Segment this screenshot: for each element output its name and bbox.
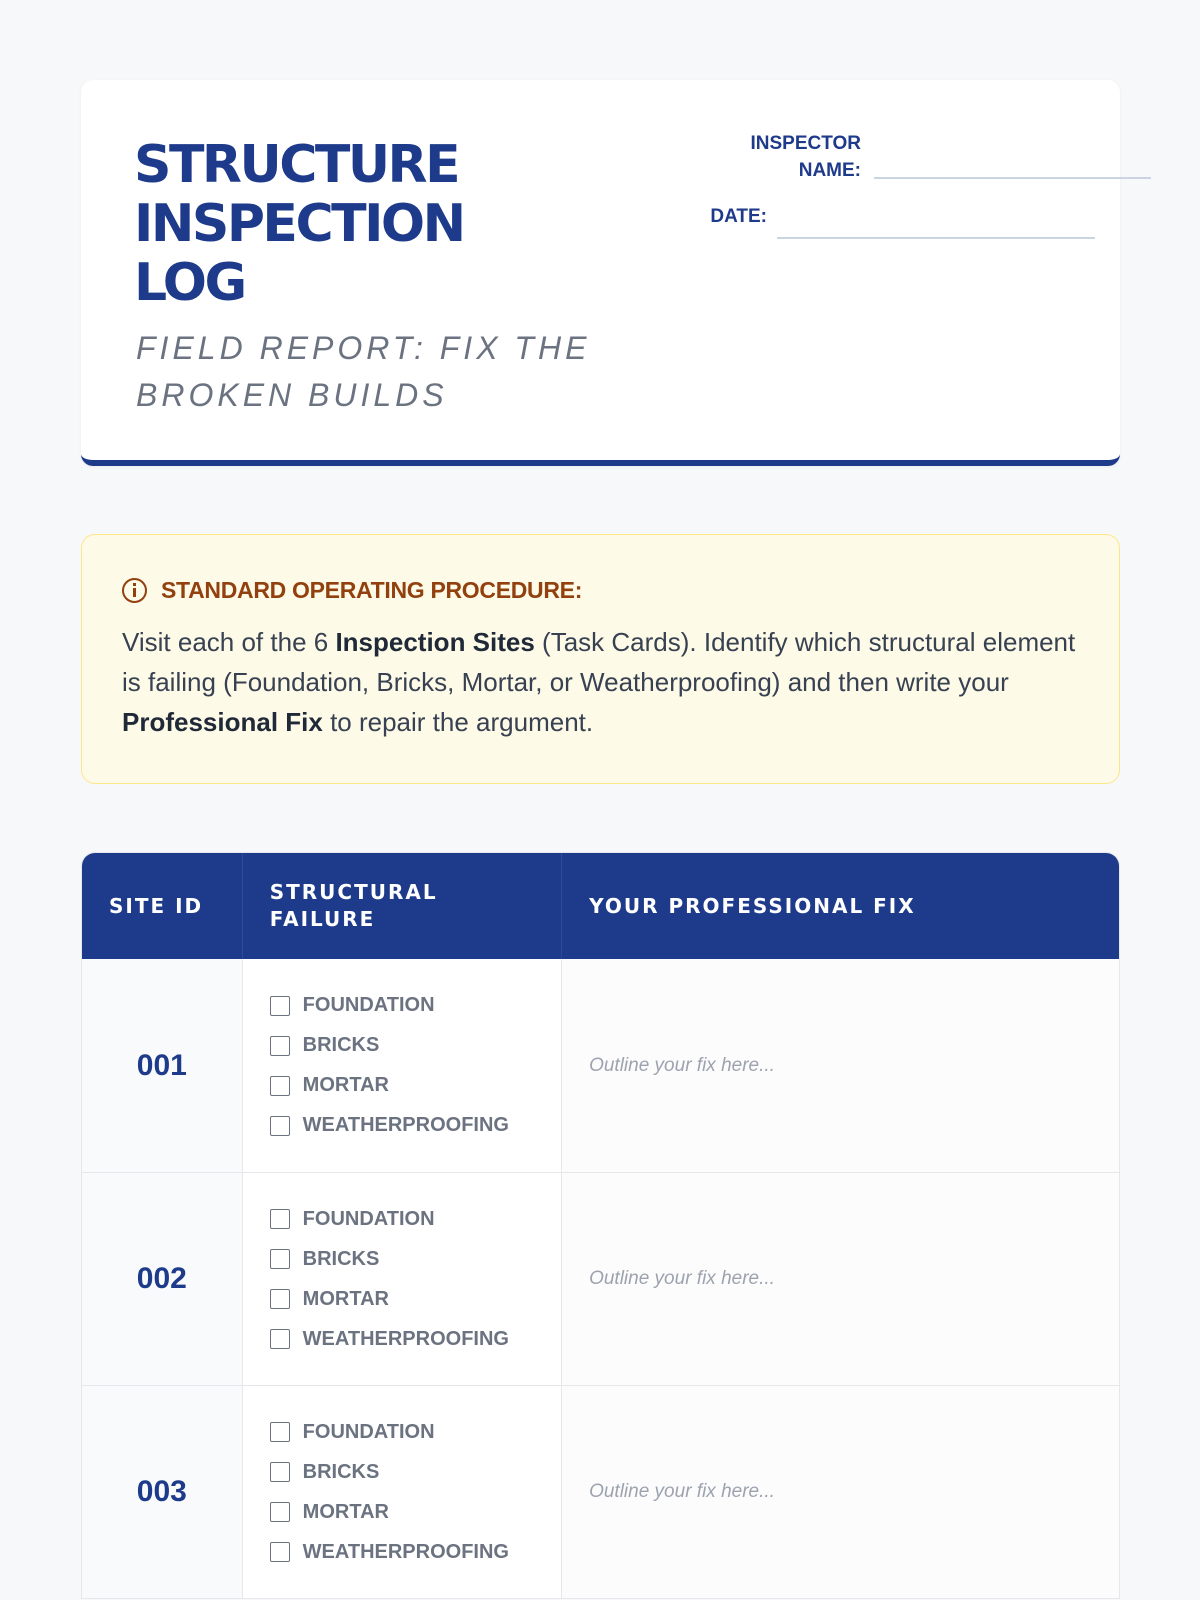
failure-option-label: BRICKS bbox=[302, 1247, 380, 1270]
failure-option-label: BRICKS bbox=[302, 1034, 380, 1056]
fix-placeholder: Outline your fix here... bbox=[589, 1481, 775, 1502]
failure-option-bricks[interactable] bbox=[270, 1026, 561, 1066]
page-subtitle: FIELD REPORT: FIX THE BROKEN BUILDS bbox=[136, 330, 591, 413]
professional-fix-field[interactable] bbox=[562, 1386, 1119, 1598]
procedure-notice bbox=[81, 534, 1120, 784]
checkbox[interactable] bbox=[270, 1289, 290, 1309]
failure-option-mortar[interactable] bbox=[270, 1279, 561, 1319]
checkbox[interactable] bbox=[270, 1462, 290, 1482]
checkbox[interactable] bbox=[270, 996, 290, 1016]
failure-options bbox=[243, 959, 562, 1172]
date-field[interactable] bbox=[777, 237, 1095, 239]
notice-title: STANDARD OPERATING PROCEDURE: bbox=[161, 577, 583, 603]
header-card bbox=[81, 80, 1120, 466]
site-id: 002 bbox=[82, 1173, 243, 1385]
header-structural-failure-label: STRUCTURAL FAILURE bbox=[269, 880, 438, 931]
failure-option-label: BRICKS bbox=[302, 1460, 380, 1483]
failure-option-foundation[interactable] bbox=[270, 1412, 561, 1452]
site-id: 003 bbox=[82, 1386, 243, 1598]
failure-option-label: FOUNDATION bbox=[302, 994, 435, 1016]
checkbox[interactable] bbox=[270, 1209, 290, 1229]
checkbox[interactable] bbox=[270, 1502, 290, 1522]
fix-placeholder: Outline your fix here... bbox=[589, 1054, 775, 1076]
failure-option-label: WEATHERPROOFING bbox=[302, 1540, 509, 1563]
failure-option-mortar[interactable] bbox=[270, 1492, 561, 1532]
fix-placeholder: Outline your fix here... bbox=[589, 1268, 775, 1289]
table-row bbox=[82, 959, 1119, 1172]
checkbox[interactable] bbox=[270, 1542, 290, 1562]
table-row bbox=[82, 1385, 1119, 1598]
failure-options bbox=[243, 1173, 562, 1385]
failure-option-label: WEATHERPROOFING bbox=[302, 1327, 509, 1350]
header-structural-failure bbox=[243, 853, 562, 959]
failure-option-label: MORTAR bbox=[302, 1074, 389, 1096]
failure-option-label: MORTAR bbox=[302, 1500, 389, 1523]
notice-header bbox=[122, 577, 582, 604]
page-title: STRUCTURE INSPECTION LOG bbox=[134, 135, 464, 313]
header-professional-fix: YOUR PROFESSIONAL FIX bbox=[589, 893, 916, 918]
checkbox[interactable] bbox=[270, 1116, 290, 1136]
failure-option-foundation[interactable] bbox=[270, 1199, 561, 1239]
date-label: DATE: bbox=[710, 206, 767, 227]
failure-option-weatherproofing[interactable] bbox=[270, 1319, 561, 1359]
site-id: 001 bbox=[82, 959, 243, 1172]
checkbox[interactable] bbox=[270, 1249, 290, 1269]
checkbox[interactable] bbox=[270, 1036, 290, 1056]
info-icon bbox=[122, 578, 147, 603]
notice-text: Visit each of the 6 bbox=[122, 627, 336, 657]
notice-body bbox=[122, 622, 1082, 742]
notice-bold-text: Professional Fix bbox=[122, 707, 323, 737]
table-body bbox=[82, 959, 1119, 1598]
failure-option-label: FOUNDATION bbox=[302, 1420, 435, 1443]
professional-fix-field[interactable] bbox=[562, 959, 1119, 1172]
professional-fix-field[interactable] bbox=[562, 1173, 1119, 1385]
inspection-table bbox=[81, 852, 1120, 1599]
failure-option-bricks[interactable] bbox=[270, 1452, 561, 1492]
notice-text: to repair the argument. bbox=[322, 707, 594, 737]
failure-option-label: MORTAR bbox=[302, 1287, 389, 1310]
failure-option-weatherproofing[interactable] bbox=[270, 1532, 561, 1572]
failure-option-foundation[interactable] bbox=[270, 986, 561, 1026]
failure-option-weatherproofing[interactable] bbox=[270, 1106, 561, 1146]
checkbox[interactable] bbox=[270, 1329, 290, 1349]
failure-option-bricks[interactable] bbox=[270, 1239, 561, 1279]
notice-bold-text: Inspection Sites bbox=[335, 627, 535, 657]
header-site-id: SITE ID bbox=[82, 853, 243, 959]
inspector-name-label: INSPECTOR NAME: bbox=[750, 133, 861, 181]
checkbox[interactable] bbox=[270, 1422, 290, 1442]
failure-option-label: FOUNDATION bbox=[302, 1207, 435, 1230]
failure-option-mortar[interactable] bbox=[270, 1066, 561, 1106]
failure-options bbox=[243, 1386, 562, 1598]
failure-option-label: WEATHERPROOFING bbox=[302, 1114, 509, 1136]
checkbox[interactable] bbox=[270, 1076, 290, 1096]
table-header bbox=[82, 853, 1119, 959]
inspector-name-field[interactable] bbox=[874, 177, 1151, 179]
notice-text: (Task Cards). Identify which structural element is failing (Foundation, Bricks, Mortar, or Weatherproofing) and then write your bbox=[122, 627, 1076, 697]
table-row bbox=[82, 1172, 1119, 1385]
